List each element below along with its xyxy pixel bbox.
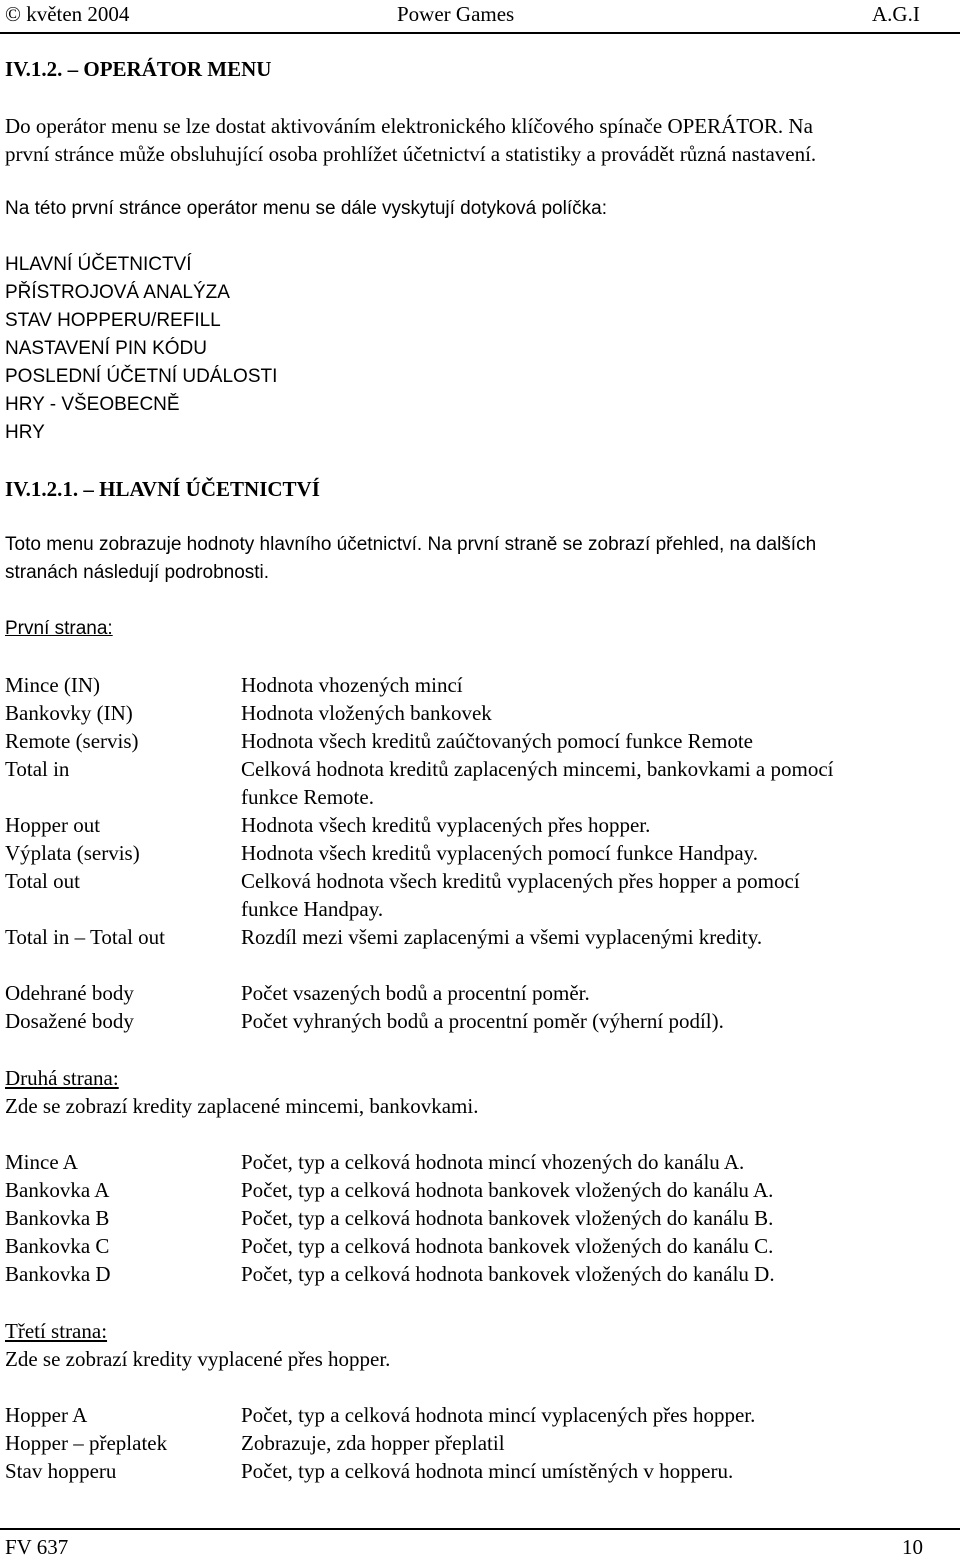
description: Počet, typ a celková hodnota bankovek vložených do kanálu B. bbox=[241, 1206, 774, 1230]
footer-rule bbox=[0, 1528, 960, 1530]
description: Počet, typ a celková hodnota bankovek vložených do kanálu C. bbox=[241, 1234, 774, 1258]
description: Hodnota všech kreditů vyplacených pomocí funkce Handpay. bbox=[241, 841, 759, 865]
list-item: HRY bbox=[5, 422, 45, 443]
page2-heading: Druhá strana: bbox=[5, 1066, 119, 1090]
term: Bankovka C bbox=[5, 1234, 110, 1258]
list-item: PŘÍSTROJOVÁ ANALÝZA bbox=[5, 282, 230, 303]
term: Výplata (servis) bbox=[5, 841, 140, 865]
term: Total out bbox=[5, 869, 80, 893]
description: Počet, typ a celková hodnota bankovek vložených do kanálu A. bbox=[241, 1178, 774, 1202]
description: Celková hodnota všech kreditů vyplacených přes hopper a pomocí bbox=[241, 869, 800, 893]
description-continuation: funkce Remote. bbox=[241, 785, 374, 809]
header-rule bbox=[0, 32, 960, 34]
term: Total in – Total out bbox=[5, 925, 165, 949]
list-item: HRY - VŠEOBECNĚ bbox=[5, 394, 180, 415]
term: Mince A bbox=[5, 1150, 78, 1174]
description: Hodnota všech kreditů zaúčtovaných pomocí funkce Remote bbox=[241, 729, 753, 753]
term: Dosažené body bbox=[5, 1009, 134, 1033]
description: Hodnota vložených bankovek bbox=[241, 701, 492, 725]
header-center: Power Games bbox=[397, 2, 515, 26]
list-item: NASTAVENÍ PIN KÓDU bbox=[5, 338, 207, 359]
page-number: 10 bbox=[902, 1535, 923, 1559]
term: Hopper A bbox=[5, 1403, 88, 1427]
term: Bankovka B bbox=[5, 1206, 110, 1230]
subsection-title: IV.1.2.1. – HLAVNÍ ÚČETNICTVÍ bbox=[5, 477, 320, 501]
term: Total in bbox=[5, 757, 70, 781]
header-left: © květen 2004 bbox=[5, 2, 130, 26]
description: Počet, typ a celková hodnota mincí umístěných v hopperu. bbox=[241, 1459, 734, 1483]
section-title: IV.1.2. – OPERÁTOR MENU bbox=[5, 57, 272, 81]
term: Mince (IN) bbox=[5, 673, 101, 697]
description: Rozdíl mezi všemi zaplacenými a všemi vyplacenými kredity. bbox=[241, 925, 763, 949]
subsection-intro-line: stranách následují podrobnosti. bbox=[5, 562, 270, 583]
term: Bankovky (IN) bbox=[5, 701, 133, 725]
term: Stav hopperu bbox=[5, 1459, 117, 1483]
page-header bbox=[0, 0, 960, 28]
description: Hodnota všech kreditů vyplacených přes hopper. bbox=[241, 813, 651, 837]
term: Bankovka A bbox=[5, 1178, 110, 1202]
subsection-intro-line: Toto menu zobrazuje hodnoty hlavního účetnictví. Na první straně se zobrazí přehled, na dalších bbox=[5, 534, 817, 555]
intro-line: první stránce může obsluhující osoba prohlížet účetnictví a statistiky a provádět různá nastavení. bbox=[5, 142, 817, 166]
description: Počet vyhraných bodů a procentní poměr (výherní podíl). bbox=[241, 1009, 724, 1033]
page3-heading: Třetí strana: bbox=[5, 1319, 108, 1343]
description: Počet, typ a celková hodnota mincí vyplacených přes hopper. bbox=[241, 1403, 756, 1427]
description-continuation: funkce Handpay. bbox=[241, 897, 384, 921]
description: Počet, typ a celková hodnota bankovek vložených do kanálu D. bbox=[241, 1262, 775, 1286]
term: Hopper – přeplatek bbox=[5, 1431, 168, 1455]
list-item: HLAVNÍ ÚČETNICTVÍ bbox=[5, 254, 192, 275]
page3-intro: Zde se zobrazí kredity vyplacené přes hopper. bbox=[5, 1347, 391, 1371]
description: Celková hodnota kreditů zaplacených mincemi, bankovkami a pomocí bbox=[241, 757, 834, 781]
description: Zobrazuje, zda hopper přeplatil bbox=[241, 1431, 505, 1455]
term: Bankovka D bbox=[5, 1262, 111, 1286]
list-item: STAV HOPPERU/REFILL bbox=[5, 310, 221, 331]
intro-line: Do operátor menu se lze dostat aktivováním elektronického klíčového spínače OPERÁTOR. Na bbox=[5, 114, 813, 138]
page2-intro: Zde se zobrazí kredity zaplacené mincemi, bankovkami. bbox=[5, 1094, 479, 1118]
term: Hopper out bbox=[5, 813, 101, 837]
term: Remote (servis) bbox=[5, 729, 139, 753]
description: Počet, typ a celková hodnota mincí vhozených do kanálu A. bbox=[241, 1150, 745, 1174]
list-item: POSLEDNÍ ÚČETNÍ UDÁLOSTI bbox=[5, 366, 278, 387]
header-right: A.G.I bbox=[872, 2, 920, 26]
description: Hodnota vhozených mincí bbox=[241, 673, 463, 697]
fields-intro: Na této první stránce operátor menu se dále vyskytují dotyková políčka: bbox=[5, 198, 607, 219]
description: Počet vsazených bodů a procentní poměr. bbox=[241, 981, 590, 1005]
page1-heading: První strana: bbox=[5, 618, 113, 639]
term: Odehrané body bbox=[5, 981, 134, 1005]
footer-left: FV 637 bbox=[5, 1535, 69, 1559]
